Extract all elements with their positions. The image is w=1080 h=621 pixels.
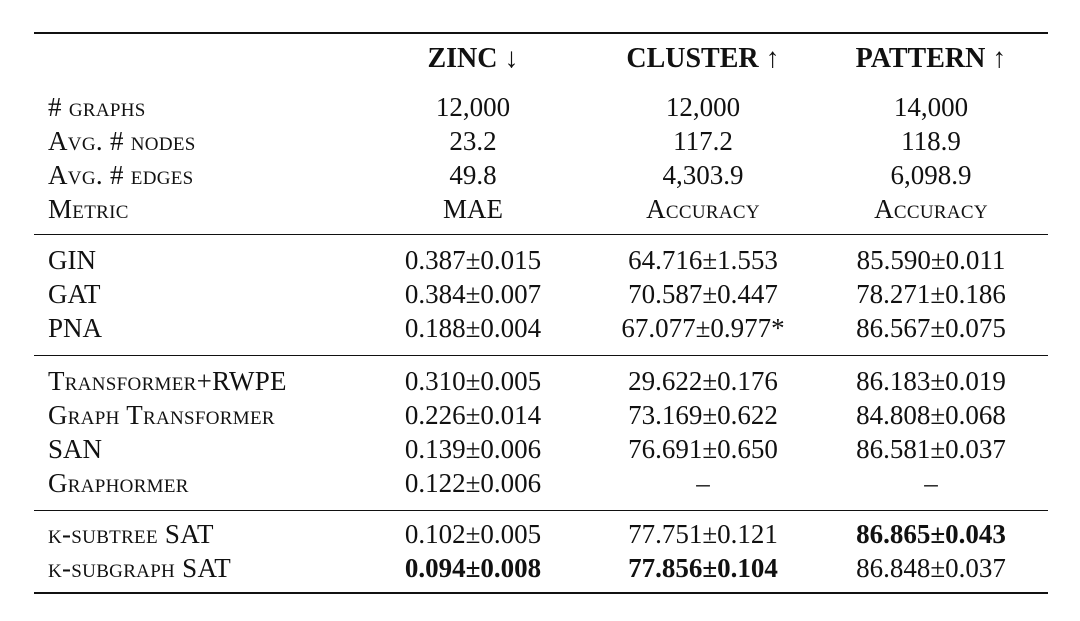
cluster-value: 64.716±1.553 — [628, 245, 778, 275]
rule-after-stats — [34, 234, 1048, 235]
pattern-value: 84.808±0.068 — [856, 400, 1006, 430]
zinc-value-best: 0.094±0.008 — [404, 553, 542, 583]
header-zinc: ZINC ↓ — [427, 43, 519, 74]
zinc-value: 0.188±0.004 — [404, 313, 542, 343]
cluster-value-best: 77.856±0.104 — [628, 553, 778, 583]
cluster-value: 67.077±0.977* — [621, 313, 785, 343]
rule-after-transformers — [34, 510, 1048, 511]
rule-after-gnn — [34, 355, 1048, 356]
cluster-value: 73.169±0.622 — [628, 400, 778, 430]
stats-row-nodes — [34, 124, 1048, 158]
model-name: GIN — [48, 245, 96, 275]
row-label: Metric — [48, 194, 129, 224]
cluster-value: 76.691±0.650 — [628, 434, 778, 464]
row-label: Avg. # edges — [48, 160, 194, 190]
header-row — [34, 42, 1048, 76]
zinc-value: 23.2 — [449, 126, 497, 156]
sat-row-subtree — [34, 517, 1048, 551]
header-pattern: PATTERN ↑ — [855, 43, 1007, 74]
pattern-value: 78.271±0.186 — [856, 279, 1006, 309]
stats-row-graphs — [34, 90, 1048, 124]
top-rule — [34, 32, 1048, 34]
cluster-value: 117.2 — [673, 126, 733, 156]
model-name: k-subtree SAT — [48, 519, 214, 549]
pattern-value: 6,098.9 — [890, 160, 972, 190]
stats-row-edges — [34, 158, 1048, 192]
row-label: Avg. # nodes — [48, 126, 196, 156]
zinc-value: 12,000 — [435, 92, 511, 122]
sat-row-subgraph — [34, 551, 1048, 585]
model-name: Transformer+RWPE — [48, 366, 287, 396]
pattern-value: 86.581±0.037 — [856, 434, 1006, 464]
zinc-value: 0.226±0.014 — [404, 400, 542, 430]
zinc-value: 0.384±0.007 — [404, 279, 542, 309]
cluster-value: 12,000 — [665, 92, 741, 122]
cluster-value: – — [696, 468, 710, 498]
model-name: k-subgraph SAT — [48, 553, 232, 583]
stats-row-metric — [34, 192, 1048, 226]
pattern-value: – — [924, 468, 938, 498]
gnn-row-gin — [34, 243, 1048, 277]
zinc-value: 0.387±0.015 — [404, 245, 542, 275]
pattern-value: 86.848±0.037 — [856, 553, 1006, 583]
cluster-value: 70.587±0.447 — [628, 279, 778, 309]
transformer-row-graphormer — [34, 466, 1048, 500]
model-name: GAT — [48, 279, 101, 309]
transformer-row-graph-transformer — [34, 398, 1048, 432]
gnn-row-gat — [34, 277, 1048, 311]
model-name: Graphormer — [48, 468, 189, 498]
pattern-value-best: 86.865±0.043 — [856, 519, 1006, 549]
cluster-value: Accuracy — [646, 194, 760, 224]
pattern-value: 86.567±0.075 — [856, 313, 1006, 343]
transformer-row-rwpe — [34, 364, 1048, 398]
zinc-value: MAE — [443, 194, 503, 224]
model-name: SAN — [48, 434, 103, 464]
zinc-value: 0.102±0.005 — [404, 519, 542, 549]
bottom-rule — [34, 592, 1048, 594]
row-label: # graphs — [48, 92, 146, 122]
cluster-value: 77.751±0.121 — [628, 519, 778, 549]
cluster-value: 4,303.9 — [662, 160, 744, 190]
zinc-value: 0.139±0.006 — [404, 434, 542, 464]
cluster-value: 29.622±0.176 — [628, 366, 778, 396]
pattern-value: 86.183±0.019 — [856, 366, 1006, 396]
zinc-value: 0.122±0.006 — [404, 468, 542, 498]
model-name: Graph Transformer — [48, 400, 275, 430]
zinc-value: 0.310±0.005 — [404, 366, 542, 396]
pattern-value: Accuracy — [874, 194, 988, 224]
gnn-row-pna — [34, 311, 1048, 345]
pattern-value: 14,000 — [893, 92, 969, 122]
zinc-value: 49.8 — [449, 160, 497, 190]
pattern-value: 85.590±0.011 — [856, 245, 1006, 275]
model-name: PNA — [48, 313, 103, 343]
pattern-value: 118.9 — [901, 126, 961, 156]
header-cluster: CLUSTER ↑ — [626, 43, 780, 74]
transformer-row-san — [34, 432, 1048, 466]
